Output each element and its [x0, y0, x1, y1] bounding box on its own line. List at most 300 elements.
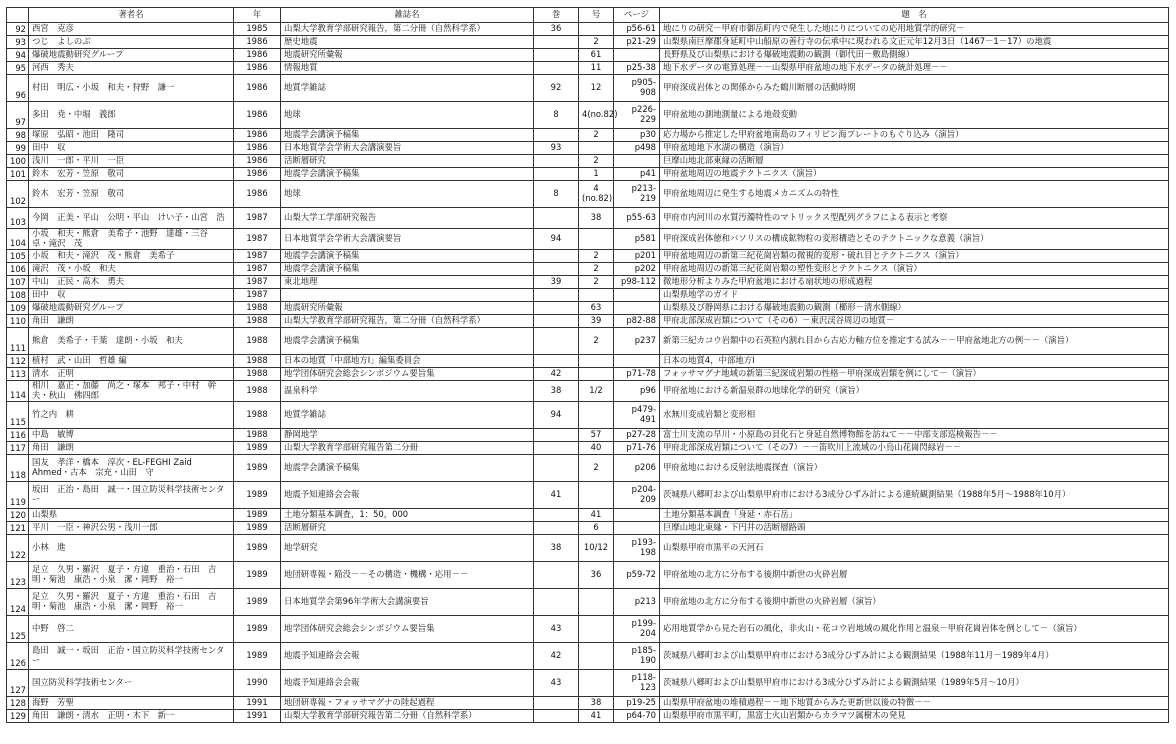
number-cell	[579, 643, 614, 670]
volume-cell	[534, 589, 579, 616]
page-cell: p118-123	[614, 670, 660, 697]
page-cell	[614, 289, 660, 302]
magazine-cell: 地学団体研究会総会シンポジウム要旨集	[281, 368, 534, 381]
table-row	[7, 328, 1169, 355]
magazine-cell: 地質学雑誌	[281, 402, 534, 429]
volume-cell	[534, 697, 579, 710]
page-cell: p71-76	[614, 442, 660, 455]
table-row	[7, 23, 1169, 36]
volume-cell	[534, 168, 579, 181]
year-cell: 1988	[234, 302, 281, 315]
row-number: 111	[7, 328, 29, 355]
header-no	[7, 8, 29, 23]
author-cell: 足立 久男・羅沢 夏子・方違 重治・石田 吉明・菊池 康浩・小泉 潔・岡野 裕一	[29, 589, 234, 616]
table-row	[7, 250, 1169, 263]
year-cell: 1989	[234, 562, 281, 589]
row-number: 104	[7, 229, 29, 250]
table-row	[7, 102, 1169, 129]
bibliography-sheet	[6, 7, 1168, 723]
page-cell: p56-61	[614, 23, 660, 36]
magazine-cell: 地震学会講演予稿集	[281, 168, 534, 181]
row-number: 112	[7, 355, 29, 368]
author-cell: 多田 尭・中堀 義郎	[29, 102, 234, 129]
row-number: 100	[7, 155, 29, 168]
year-cell: 1986	[234, 181, 281, 208]
magazine-cell: 活断層研究	[281, 522, 534, 535]
year-cell: 1987	[234, 263, 281, 276]
volume-cell	[534, 328, 579, 355]
number-cell	[579, 670, 614, 697]
magazine-cell: 温泉科学	[281, 381, 534, 402]
title-cell: 甲府北部深成岩類について（その6）－東沢渓谷周辺の地質－	[660, 315, 1169, 328]
page-cell: p201	[614, 250, 660, 263]
title-cell: 土地分類基本調査「身延・赤石岳」	[660, 509, 1169, 522]
year-cell: 1986	[234, 168, 281, 181]
author-cell: 清水 正明	[29, 368, 234, 381]
magazine-cell: 地震学会講演予稿集	[281, 129, 534, 142]
magazine-cell: 日本地質学会学術大会講演要旨	[281, 229, 534, 250]
title-cell: 甲府深成岩体との関係からみた鶴川断層の活動時期	[660, 75, 1169, 102]
author-cell: 坂田 正治・島田 誠一・国立防災科学技術センター	[29, 482, 234, 509]
author-cell: 小林 進	[29, 535, 234, 562]
author-cell: 塚原 弘昭・池田 隆司	[29, 129, 234, 142]
row-number: 110	[7, 315, 29, 328]
title-cell: 地にりの研究－甲府市御岳町内で発生した地にりについての応用地質学的研究－	[660, 23, 1169, 36]
title-cell: 甲府盆地の測地測量による地殻変動	[660, 102, 1169, 129]
author-cell: 爆破地震動研究グループ	[29, 49, 234, 62]
year-cell: 1988	[234, 328, 281, 355]
year-cell: 1987	[234, 229, 281, 250]
volume-cell: 42	[534, 643, 579, 670]
title-cell: 茨城県八郷町および山梨県甲府市における3成分ひずみ計による観測結果（1988年11月－1989年4月）	[660, 643, 1169, 670]
number-cell	[579, 616, 614, 643]
volume-cell: 42	[534, 368, 579, 381]
row-number: 106	[7, 263, 29, 276]
row-number: 124	[7, 589, 29, 616]
header-row	[7, 8, 1169, 23]
volume-cell	[534, 302, 579, 315]
title-cell: 茨城県八郷町および山梨県甲府市における3成分ひずみ計による観測結果（1989年5月～10月）	[660, 670, 1169, 697]
row-number: 114	[7, 381, 29, 402]
year-cell: 1986	[234, 36, 281, 49]
author-cell: 竹之内 耕	[29, 402, 234, 429]
page-cell: p479-491	[614, 402, 660, 429]
number-cell	[579, 355, 614, 368]
volume-cell	[534, 455, 579, 482]
table-row	[7, 697, 1169, 710]
author-cell: 角田 謙朗	[29, 315, 234, 328]
title-cell: 山梨県甲府市黒平町，黒富士火山岩類からカラマツ属樹木の発見	[660, 710, 1169, 723]
year-cell: 1986	[234, 155, 281, 168]
year-cell: 1986	[234, 62, 281, 75]
year-cell: 1989	[234, 589, 281, 616]
number-cell	[579, 142, 614, 155]
author-cell: 植村 武・山田 哲雄 編	[29, 355, 234, 368]
title-cell: 甲府市内河川の水質汚濁特性のマトリックス型配列グラフによる表示と考察	[660, 208, 1169, 229]
row-number: 95	[7, 62, 29, 75]
number-cell	[579, 402, 614, 429]
table-row	[7, 643, 1169, 670]
magazine-cell: 東北地理	[281, 276, 534, 289]
title-cell: 山梨県地学のガイド	[660, 289, 1169, 302]
number-cell: 2	[579, 36, 614, 49]
year-cell: 1989	[234, 482, 281, 509]
magazine-cell: 情報地質	[281, 62, 534, 75]
row-number: 105	[7, 250, 29, 263]
year-cell: 1990	[234, 670, 281, 697]
magazine-cell: 山梨大学教育学部研究報告第二分冊（自然科学系）	[281, 710, 534, 723]
table-row	[7, 482, 1169, 509]
volume-cell	[534, 155, 579, 168]
table-row	[7, 710, 1169, 723]
page-cell	[614, 522, 660, 535]
header-title: 題 名	[660, 8, 1169, 23]
volume-cell	[534, 289, 579, 302]
row-number: 109	[7, 302, 29, 315]
number-cell: 57	[579, 429, 614, 442]
volume-cell: 94	[534, 229, 579, 250]
row-number: 92	[7, 23, 29, 36]
title-cell: 巨摩山地北東縁・下円井の活断層路頭	[660, 522, 1169, 535]
author-cell: 海野 芳聖	[29, 697, 234, 710]
author-cell: 小坂 和夫・滝沢 茂・熊倉 美希子	[29, 250, 234, 263]
page-cell: p98-112	[614, 276, 660, 289]
table-row	[7, 75, 1169, 102]
author-cell: 平川 一臣・神沢公男・浅川一郎	[29, 522, 234, 535]
volume-cell	[534, 49, 579, 62]
table-row	[7, 168, 1169, 181]
year-cell: 1989	[234, 442, 281, 455]
number-cell	[579, 368, 614, 381]
year-cell: 1988	[234, 368, 281, 381]
row-number: 121	[7, 522, 29, 535]
volume-cell	[534, 710, 579, 723]
number-cell	[579, 482, 614, 509]
table-row	[7, 455, 1169, 482]
row-number: 96	[7, 75, 29, 102]
year-cell: 1988	[234, 429, 281, 442]
page-cell	[614, 155, 660, 168]
table-row	[7, 442, 1169, 455]
volume-cell	[534, 315, 579, 328]
page-cell: p213-219	[614, 181, 660, 208]
row-number: 113	[7, 368, 29, 381]
title-cell: 山梨県南巨摩郡身延町中山船原の善行寺の伝承中に現われる文正元年12月3日（1467－1－17）の地震	[660, 36, 1169, 49]
page-cell: p581	[614, 229, 660, 250]
title-cell: 甲府盆地周辺に発生する地震メカニズムの特性	[660, 181, 1169, 208]
magazine-cell: 地震学会講演予稿集	[281, 455, 534, 482]
author-cell: 西宮 克彦	[29, 23, 234, 36]
volume-cell	[534, 429, 579, 442]
title-cell: 甲府深成岩体徳和バソリスの構成鉱物粒の変形構造とそのテクトニックな意義（演旨）	[660, 229, 1169, 250]
row-number: 101	[7, 168, 29, 181]
magazine-cell: 地震予知連絡会会報	[281, 643, 534, 670]
number-cell: 2	[579, 263, 614, 276]
number-cell: 1	[579, 168, 614, 181]
title-cell: 新第三紀カコウ岩類中の石英粒内割れ目から古応力軸方位を推定する試み－－甲府盆地北方の例－－（演旨）	[660, 328, 1169, 355]
year-cell: 1987	[234, 250, 281, 263]
title-cell: 応力場から推定した甲府盆地南島のフィリピン海プレートのもぐり込み（演旨）	[660, 129, 1169, 142]
table-row	[7, 509, 1169, 522]
title-cell: 甲府盆地周辺の地震テクトニクス（演旨）	[660, 168, 1169, 181]
row-number: 107	[7, 276, 29, 289]
page-cell	[614, 355, 660, 368]
year-cell: 1988	[234, 381, 281, 402]
magazine-cell: 地震研究所彙報	[281, 302, 534, 315]
number-cell	[579, 289, 614, 302]
magazine-cell: 地震研究所彙報	[281, 49, 534, 62]
author-cell: 河西 秀夫	[29, 62, 234, 75]
row-number: 116	[7, 429, 29, 442]
number-cell: 40	[579, 442, 614, 455]
title-cell: 甲府盆地における新温泉群の地球化学的研究（演旨）	[660, 381, 1169, 402]
page-cell: p199-204	[614, 616, 660, 643]
magazine-cell: 地学研究	[281, 535, 534, 562]
table-body	[7, 23, 1169, 723]
volume-cell	[534, 355, 579, 368]
author-cell: 田中 収	[29, 142, 234, 155]
year-cell: 1989	[234, 522, 281, 535]
title-cell: 巨摩山地北部東縁の活断層	[660, 155, 1169, 168]
title-cell: 甲府盆地の北方に分布する後期中新世の火砕岩層（演旨）	[660, 589, 1169, 616]
table-row	[7, 302, 1169, 315]
title-cell: 微地形分析よりみた甲府盆地における扇状地の形成過程	[660, 276, 1169, 289]
row-number: 102	[7, 181, 29, 208]
table-row	[7, 36, 1169, 49]
magazine-cell: 地球	[281, 181, 534, 208]
author-cell: 中島 敏博	[29, 429, 234, 442]
number-cell: 11	[579, 62, 614, 75]
table-row	[7, 315, 1169, 328]
number-cell: 63	[579, 302, 614, 315]
volume-cell: 93	[534, 142, 579, 155]
table-row	[7, 562, 1169, 589]
page-cell: p21-29	[614, 36, 660, 49]
table-row	[7, 276, 1169, 289]
page-cell: p25-38	[614, 62, 660, 75]
magazine-cell: 山梨大学工学部研究報告	[281, 208, 534, 229]
magazine-cell: 地団研専報・フォッサマグナの陸起過程	[281, 697, 534, 710]
number-cell: 2	[579, 155, 614, 168]
magazine-cell: 地震学会講演予稿集	[281, 250, 534, 263]
page-cell	[614, 509, 660, 522]
volume-cell	[534, 250, 579, 263]
table-row	[7, 155, 1169, 168]
author-cell: 田中 収	[29, 289, 234, 302]
row-number: 123	[7, 562, 29, 589]
page-cell: p30	[614, 129, 660, 142]
author-cell: 浅川 一郎・平川 一臣	[29, 155, 234, 168]
row-number: 103	[7, 208, 29, 229]
table-row	[7, 181, 1169, 208]
author-cell: 島田 誠一・坂田 正治・国立防災科学技術センター	[29, 643, 234, 670]
volume-cell: 41	[534, 482, 579, 509]
volume-cell: 43	[534, 616, 579, 643]
volume-cell	[534, 522, 579, 535]
table-row	[7, 381, 1169, 402]
title-cell: 茨城県八郷町および山梨県甲府市における3成分ひずみ計による連続観測結果（1988年5月～1988年10月）	[660, 482, 1169, 509]
page-cell: p27-28	[614, 429, 660, 442]
author-cell: 小坂 和夫・熊倉 美希子・池野 達雄・三谷 卓・滝沢 茂	[29, 229, 234, 250]
row-number: 125	[7, 616, 29, 643]
author-cell: つじ よしのぶ	[29, 36, 234, 49]
magazine-cell: 地震学会講演予稿集	[281, 263, 534, 276]
row-number: 122	[7, 535, 29, 562]
volume-cell	[534, 263, 579, 276]
magazine-cell: 日本地質学会学術大会講演要旨	[281, 142, 534, 155]
number-cell: 2	[579, 276, 614, 289]
number-cell: 4 (no.82)	[579, 181, 614, 208]
page-cell: p41	[614, 168, 660, 181]
number-cell: 6	[579, 522, 614, 535]
table-row	[7, 429, 1169, 442]
number-cell: 39	[579, 315, 614, 328]
row-number: 108	[7, 289, 29, 302]
volume-cell: 8	[534, 181, 579, 208]
table-row	[7, 49, 1169, 62]
magazine-cell: 山梨大学教育学部研究報告，第二分冊（自然科学系）	[281, 23, 534, 36]
page-cell: p226-229	[614, 102, 660, 129]
number-cell: 2	[579, 129, 614, 142]
table-row	[7, 535, 1169, 562]
title-cell: 甲府盆地周辺の新第三紀花崗岩類の塑性変形とテクトニクス（演旨）	[660, 263, 1169, 276]
volume-cell: 92	[534, 75, 579, 102]
volume-cell: 8	[534, 102, 579, 129]
number-cell: 10/12	[579, 535, 614, 562]
table-row	[7, 289, 1169, 302]
header-number: 号	[579, 8, 614, 23]
volume-cell	[534, 129, 579, 142]
magazine-cell: 地質学雑誌	[281, 75, 534, 102]
page-cell: p498	[614, 142, 660, 155]
volume-cell	[534, 509, 579, 522]
magazine-cell: 地団研専報・陥没－－その構造・機構・応用－－	[281, 562, 534, 589]
year-cell: 1988	[234, 315, 281, 328]
number-cell: 2	[579, 455, 614, 482]
row-number: 120	[7, 509, 29, 522]
title-cell: 山梨県甲府市黒平の天河石	[660, 535, 1169, 562]
year-cell: 1989	[234, 509, 281, 522]
volume-cell: 43	[534, 670, 579, 697]
table-row	[7, 62, 1169, 75]
author-cell: 国立防災科学技術センター	[29, 670, 234, 697]
row-number: 118	[7, 455, 29, 482]
page-cell: p237	[614, 328, 660, 355]
page-cell: p64-70	[614, 710, 660, 723]
table-row	[7, 402, 1169, 429]
volume-cell	[534, 562, 579, 589]
year-cell: 1986	[234, 129, 281, 142]
title-cell: 甲府盆地における反射法地震探査（演旨）	[660, 455, 1169, 482]
number-cell: 38	[579, 208, 614, 229]
table-row	[7, 522, 1169, 535]
magazine-cell: 山梨大学教育学部研究報告第二分冊	[281, 442, 534, 455]
author-cell: 熊倉 美希子・千葉 達朗・小坂 和夫	[29, 328, 234, 355]
page-cell	[614, 302, 660, 315]
header-volume: 巻	[534, 8, 579, 23]
year-cell: 1989	[234, 455, 281, 482]
magazine-cell: 地学団体研究会総会シンポジウム要旨集	[281, 616, 534, 643]
volume-cell	[534, 62, 579, 75]
table-row	[7, 368, 1169, 381]
author-cell: 国友 孝洋・橋本 淳次・EL-FEGHI Zaid Ahmed・古本 宗充・山田 守	[29, 455, 234, 482]
page-cell: p96	[614, 381, 660, 402]
header-magazine: 雑誌名	[281, 8, 534, 23]
row-number: 117	[7, 442, 29, 455]
row-number: 93	[7, 36, 29, 49]
title-cell: 甲府盆地の北方に分布する後期中新世の火砕岩層	[660, 562, 1169, 589]
title-cell: 甲府盆地地下氷湖の構造（演旨）	[660, 142, 1169, 155]
author-cell: 角田 謙朗・清水 正明・木下 新一	[29, 710, 234, 723]
row-number: 94	[7, 49, 29, 62]
page-cell: p59-72	[614, 562, 660, 589]
number-cell: 41	[579, 509, 614, 522]
number-cell: 1/2	[579, 381, 614, 402]
table-row	[7, 142, 1169, 155]
magazine-cell: 歴史地震	[281, 36, 534, 49]
page-cell: p213	[614, 589, 660, 616]
page-cell	[614, 49, 660, 62]
table-row	[7, 229, 1169, 250]
number-cell: 4(no.82)	[579, 102, 614, 129]
title-cell: 地下水データの電算処理－－山梨県甲府盆地の地下水データの統計処理－－	[660, 62, 1169, 75]
title-cell: フォッサマグナ地域の新第三紀深成岩類の性格－甲府深成岩類を例にして－（演旨）	[660, 368, 1169, 381]
row-number: 127	[7, 670, 29, 697]
page-cell: p206	[614, 455, 660, 482]
volume-cell: 39	[534, 276, 579, 289]
author-cell: 鈴木 宏芳・笠原 敬司	[29, 168, 234, 181]
header-page: ページ	[614, 8, 660, 23]
year-cell: 1986	[234, 142, 281, 155]
number-cell	[579, 229, 614, 250]
row-number: 115	[7, 402, 29, 429]
author-cell: 足立 久男・羅沢 夏子・方違 重治・石田 吉明・菊池 康浩・小泉 潔・岡野 裕一	[29, 562, 234, 589]
page-cell: p905-908	[614, 75, 660, 102]
header-year: 年	[234, 8, 281, 23]
year-cell: 1987	[234, 208, 281, 229]
title-cell: 水無川変成岩類と変形相	[660, 402, 1169, 429]
page-cell: p71-78	[614, 368, 660, 381]
magazine-cell: 地震学会講演予稿集	[281, 328, 534, 355]
number-cell: 2	[579, 328, 614, 355]
table-row	[7, 589, 1169, 616]
title-cell: 日本の地質4，中部地方Ⅰ	[660, 355, 1169, 368]
volume-cell	[534, 36, 579, 49]
author-cell: 角田 謙朗	[29, 442, 234, 455]
year-cell: 1987	[234, 289, 281, 302]
author-cell: 山梨県	[29, 509, 234, 522]
author-cell: 鈴木 宏芳・笠原 敬司	[29, 181, 234, 208]
title-cell: 甲府盆地周辺の新第三紀花崗岩類の微視的変形・破れ目とテクトニクス（演旨）	[660, 250, 1169, 263]
table-row	[7, 208, 1169, 229]
title-cell: 山梨県甲府盆地の堆積過程－－地下地質からみた更新世以後の特徴－－	[660, 697, 1169, 710]
year-cell: 1987	[234, 276, 281, 289]
title-cell: 富士川支流の早川・小原島の貝化石と身延自然博物館を訪ねて－－中部支部巡検報告－－	[660, 429, 1169, 442]
number-cell: 12	[579, 75, 614, 102]
author-cell: 爆破地震動研究グループ	[29, 302, 234, 315]
number-cell: 61	[579, 49, 614, 62]
year-cell: 1989	[234, 616, 281, 643]
year-cell: 1986	[234, 75, 281, 102]
author-cell: 滝沢 茂・小坂 和夫	[29, 263, 234, 276]
title-cell: 長野県及び山梨県における爆破地震動の観測（御代田－敷島側線）	[660, 49, 1169, 62]
volume-cell: 36	[534, 23, 579, 36]
table-row	[7, 355, 1169, 368]
row-number: 129	[7, 710, 29, 723]
volume-cell	[534, 208, 579, 229]
table-row	[7, 129, 1169, 142]
bibliography-table	[6, 7, 1169, 723]
